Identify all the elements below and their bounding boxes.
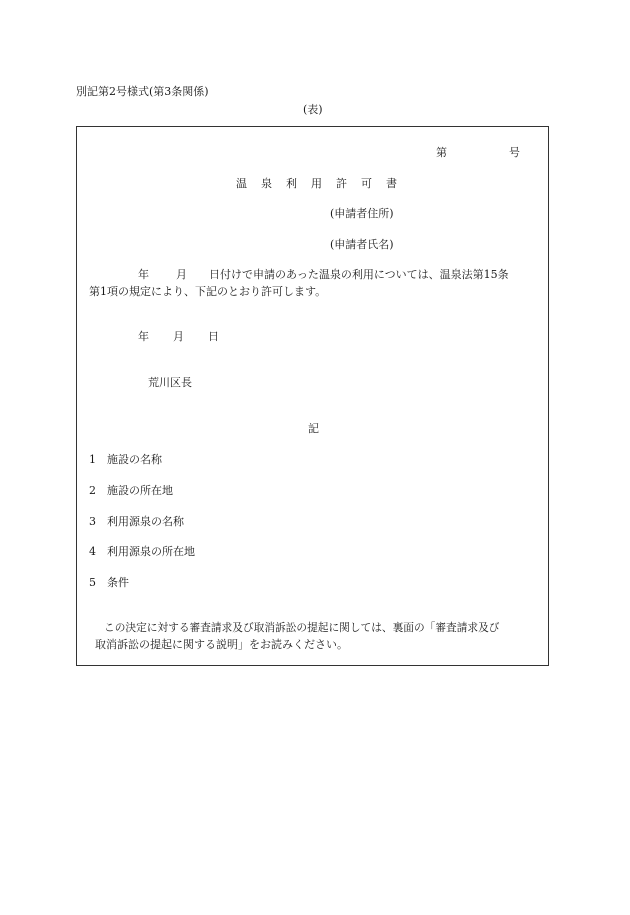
ki-label: 記 xyxy=(308,422,319,435)
date-year: 年 xyxy=(138,330,149,343)
date-month: 月 xyxy=(173,330,184,343)
item-label: 施設の名称 xyxy=(107,453,162,466)
item-label: 利用源泉の所在地 xyxy=(107,545,195,558)
title-char: 許 xyxy=(336,177,347,190)
body-line-2: 第1項の規定により、下記のとおり許可します。 xyxy=(89,285,327,298)
item-label: 条件 xyxy=(107,576,129,589)
item-label: 施設の所在地 xyxy=(107,484,173,497)
item-number: 2 xyxy=(89,484,96,497)
list-item xyxy=(89,545,195,559)
item-label: 利用源泉の名称 xyxy=(107,515,184,528)
issuer-label: 荒川区長 xyxy=(148,376,192,389)
title-char: 用 xyxy=(311,177,322,190)
item-number: 3 xyxy=(89,515,96,528)
title-char: 泉 xyxy=(261,177,272,190)
notice-line-1: この決定に対する審査請求及び取消訴訟の提起に関しては、裏面の「審査請求及び xyxy=(104,621,500,634)
body-line-1: 日付けで申請のあった温泉の利用については、温泉法第15条 xyxy=(209,268,509,281)
applicant-name-label: (申請者氏名) xyxy=(330,238,394,251)
notice-line-2: 取消訴訟の提起に関する説明」をお読みください。 xyxy=(95,638,348,651)
list-item xyxy=(89,576,129,590)
title-char: 温 xyxy=(236,177,247,190)
title-char: 利 xyxy=(286,177,297,190)
item-number: 5 xyxy=(89,576,96,589)
body-month: 月 xyxy=(176,268,187,281)
list-item xyxy=(89,484,173,498)
form-frame xyxy=(76,126,549,666)
form-id-label: 別記第2号様式(第3条関係) xyxy=(76,85,209,98)
body-year: 年 xyxy=(138,268,149,281)
item-number: 4 xyxy=(89,545,96,558)
applicant-address-label: (申請者住所) xyxy=(330,207,394,220)
item-number: 1 xyxy=(89,453,96,466)
title-char: 書 xyxy=(386,177,397,190)
doc-number-dai: 第 xyxy=(436,146,447,159)
side-label: (表) xyxy=(303,103,323,116)
date-day: 日 xyxy=(208,330,219,343)
doc-number-go: 号 xyxy=(509,146,520,159)
list-item xyxy=(89,453,162,467)
list-item xyxy=(89,515,184,529)
title-char: 可 xyxy=(361,177,372,190)
